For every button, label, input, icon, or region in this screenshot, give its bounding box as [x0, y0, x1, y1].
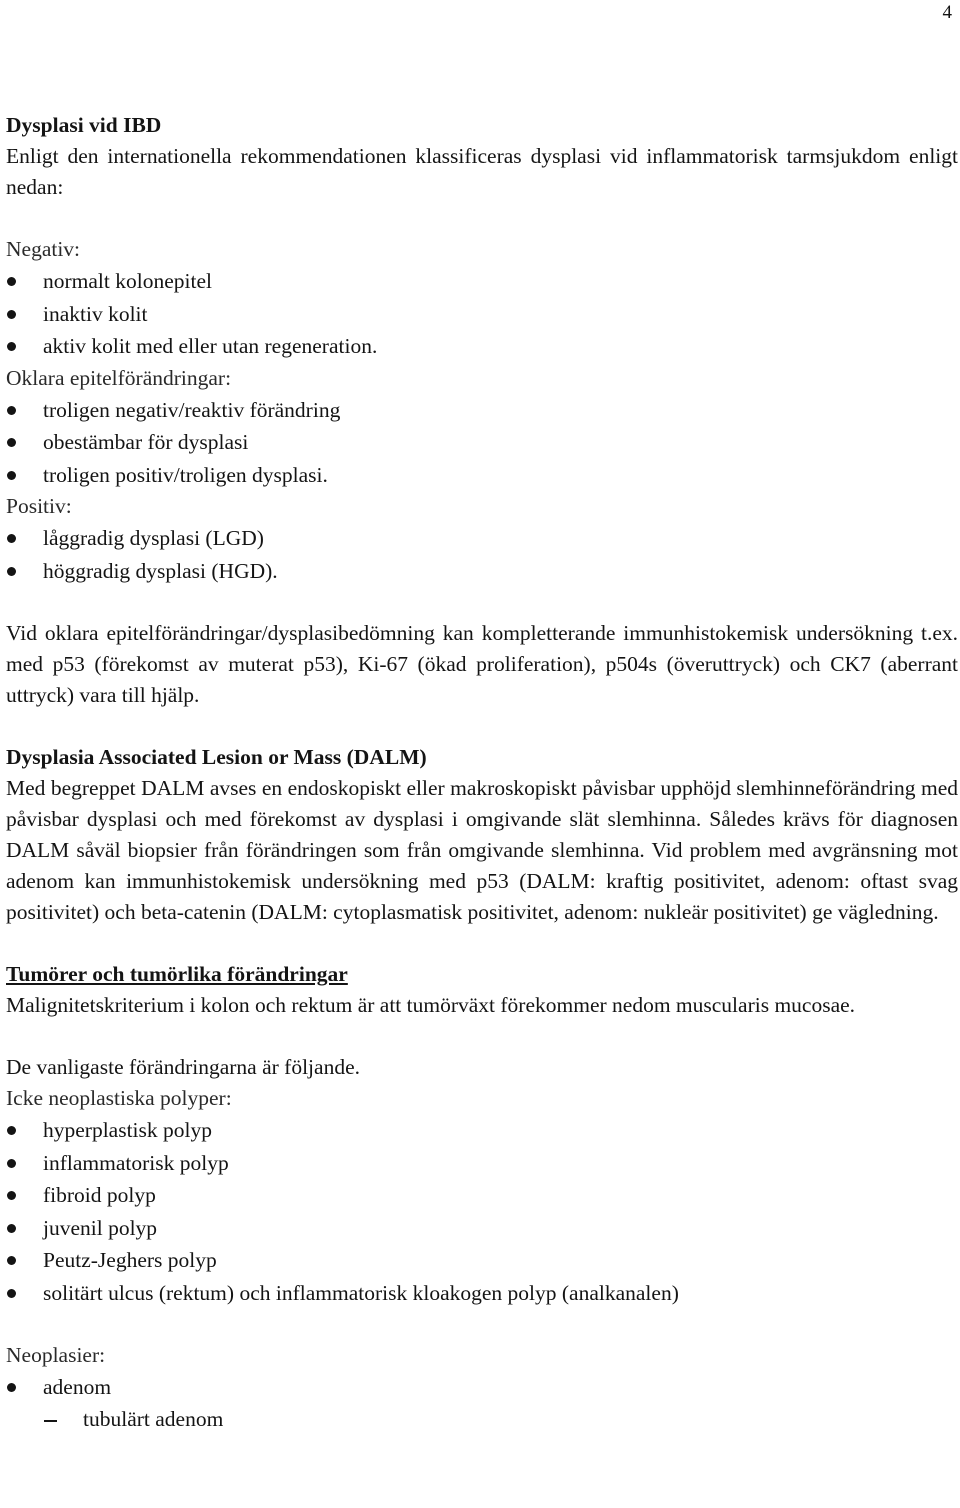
list-item: inaktiv kolit	[6, 298, 958, 331]
list-item: låggradig dysplasi (LGD)	[6, 522, 958, 555]
common-changes-intro: De vanligaste förändringarna är följande.	[6, 1055, 360, 1079]
negative-label: Negativ:	[6, 237, 81, 261]
document-body	[6, 110, 958, 1435]
sub-list-item: tubulärt adenom	[6, 1404, 958, 1435]
list-item: juvenil polyp	[6, 1212, 958, 1245]
neoplasia-sublist	[6, 1404, 958, 1435]
section-title-dalm: Dysplasia Associated Lesion or Mass (DALM)	[6, 745, 427, 769]
positive-list	[6, 522, 958, 587]
section-title-tumorer: Tumörer och tumörlika förändringar	[6, 962, 348, 986]
list-item: inflammatorisk polyp	[6, 1147, 958, 1180]
list-item: normalt kolonepitel	[6, 265, 958, 298]
section-title-dysplasi: Dysplasi vid IBD	[6, 113, 162, 137]
neoplasia-list	[6, 1371, 958, 1404]
list-item: troligen negativ/reaktiv förändring	[6, 394, 958, 427]
neoplasia-label: Neoplasier:	[6, 1343, 106, 1367]
list-item: adenom	[6, 1371, 958, 1404]
intro-paragraph: Enligt den internationella rekommendationen klassificeras dysplasi vid inflammatorisk tarmsjukdom enligt nedan:	[6, 144, 958, 199]
non-neoplastic-list	[6, 1114, 958, 1309]
list-item: hyperplastisk polyp	[6, 1114, 958, 1147]
negative-list	[6, 265, 958, 363]
list-item: aktiv kolit med eller utan regeneration.	[6, 330, 958, 363]
ihc-note-paragraph: Vid oklara epitelförändringar/dysplasibedömning kan kompletterande immunhistokemisk undersökning t.ex. med p53 (förekomst av muterat p53), Ki-67 (ökad proliferation), p504s (överuttryck) och CK7 (aberrant uttryck) vara till hjälp.	[6, 621, 958, 707]
list-item: obestämbar för dysplasi	[6, 426, 958, 459]
positive-label: Positiv:	[6, 494, 72, 518]
list-item: fibroid polyp	[6, 1179, 958, 1212]
list-item: höggradig dysplasi (HGD).	[6, 555, 958, 588]
dalm-paragraph: Med begreppet DALM avses en endoskopiskt eller makroskopiskt påvisbar upphöjd slemhinneförändring med påvisbar dysplasi och med förekomst av dysplasi i omgivande slät slemhinna. Således krävs för diagnosen DALM såväl biopsier från förändringen som från omgivande slemhinna. Vid problem med avgränsning mot adenom kan immunhistokemisk undersökning med p53 (DALM: kraftig positivitet, adenom: oftast svag positivitet) och beta-catenin (DALM: cytoplasmatisk positivitet, adenom: nukleär positivitet) ge vägledning.	[6, 776, 958, 924]
list-item: troligen positiv/troligen dysplasi.	[6, 459, 958, 492]
unclear-label: Oklara epitelförändringar:	[6, 365, 232, 390]
unclear-list	[6, 394, 958, 492]
page-number: 4	[942, 2, 952, 23]
list-item: Peutz-Jeghers polyp	[6, 1244, 958, 1277]
non-neoplastic-label: Icke neoplastiska polyper:	[6, 1086, 232, 1110]
malignancy-paragraph: Malignitetskriterium i kolon och rektum är att tumörväxt förekommer nedom muscularis mucosae.	[6, 993, 856, 1017]
list-item: solitärt ulcus (rektum) och inflammatorisk kloakogen polyp (analkanalen)	[6, 1277, 958, 1310]
